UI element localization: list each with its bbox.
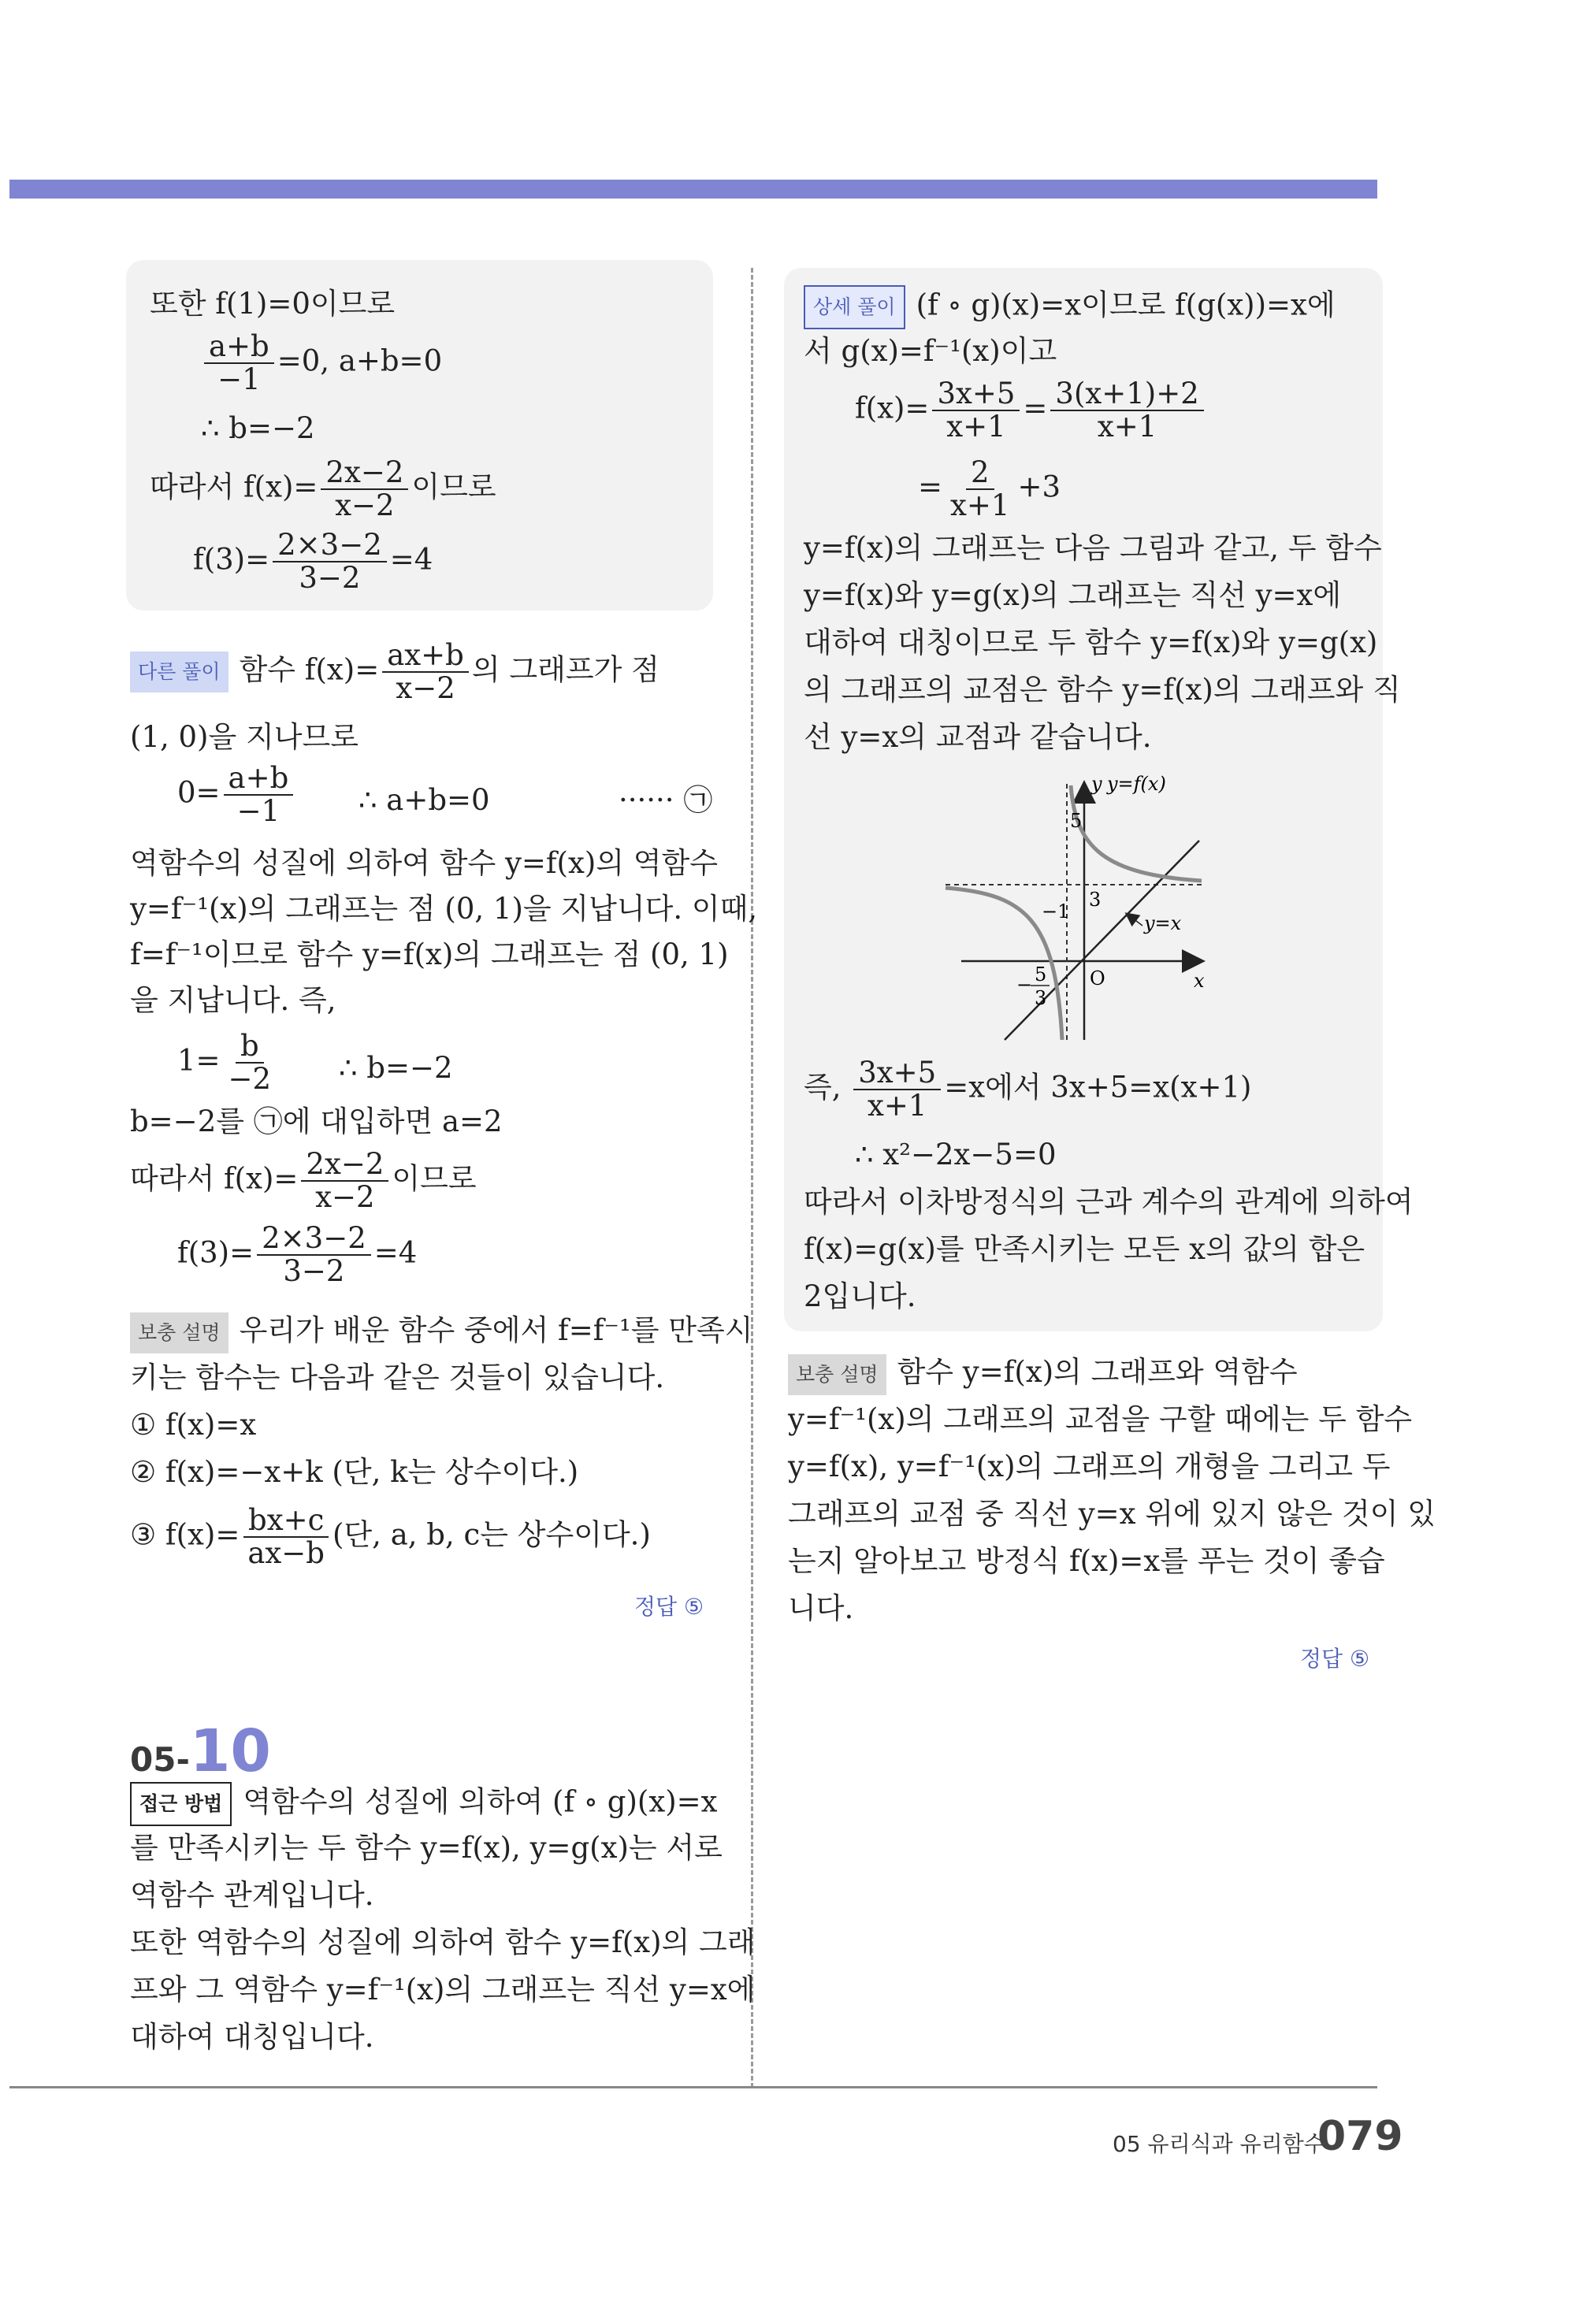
text-line: y=f(x)의 그래프는 다음 그림과 같고, 두 함수 [804,531,1382,565]
text-line: ② f(x)=−x+k (단, k는 상수이다.) [130,1455,579,1489]
text-line: 을 지납니다. 즉, [130,983,336,1017]
line-label: y=x [1144,912,1182,934]
text-line: ∴ b=−2 [339,1051,453,1085]
alt-solution-tag: 다른 풀이 [130,652,228,692]
text-line: ∴ a+b=0 [359,783,490,817]
function-graph [930,768,1261,1052]
equation-line: f(3)= $\frac{2\times 3-2}{3-2}$ =4 [193,528,433,595]
top-accent-bar [9,180,1377,199]
supplement-tag: 보충 설명 [130,1312,228,1353]
tick-label-3: 3 [1089,889,1102,911]
equation-line: 따라서 f(x)= $\frac{2x-2}{x-2}$ 이므로 [150,455,496,522]
fraction: $\frac{2x-2}{x-2}$ [301,1149,388,1213]
supplement-tag: 보충 설명 [788,1354,886,1395]
text-line: 키는 함수는 다음과 같은 것들이 있습니다. [130,1361,665,1394]
x-axis-label: x [1194,970,1205,992]
bottom-rule [9,2086,1377,2088]
y-axis-label: y [1091,773,1102,795]
fraction: $\frac{2x-2}{x-2}$ [321,457,408,522]
text-line: 를 만족시키는 두 함수 y=f(x), y=g(x)는 서로 [130,1831,723,1865]
equation-line: 0= $\frac{a+b}{-1}$ [177,763,296,827]
text-line: y=f(x), y=f⁻¹(x)의 그래프의 개형을 그리고 두 [788,1450,1391,1483]
answer-label: 정답 ⑤ [1300,1646,1370,1672]
text-line: ① f(x)=x [130,1408,257,1442]
chapter-title: 05 유리식과 유리함수 [1113,2131,1325,2157]
text-line: 보충 설명 우리가 배운 함수 중에서 f=f⁻¹를 만족시 [130,1312,753,1353]
curve-label: y=f(x) [1107,773,1166,795]
problem-number: 05-10 [130,1717,271,1785]
equation-line: 따라서 f(x)= $\frac{2x-2}{x-2}$ 이므로 [130,1147,477,1214]
text-line: b=−2를 ㉠에 대입하면 a=2 [130,1104,503,1138]
equation-line: ③ f(x)= $\frac{bx+c}{ax-b}$ (단, a, b, c는 상수이다.) [130,1503,651,1570]
text-line: f(x)=g(x)를 만족시키는 모든 x의 값의 합은 [804,1232,1365,1266]
equation-line: 즉, $\frac{3x+5}{x+1}$ =x에서 3x+5=x(x+1) [804,1056,1252,1123]
text-line: 또한 역함수의 성질에 의하여 함수 y=f(x)의 그래 [130,1925,756,1959]
answer-label: 정답 ⑤ [634,1594,704,1620]
curve-right-branch [1071,785,1202,881]
text-line: 역함수의 성질에 의하여 함수 y=f(x)의 역함수 [130,846,719,880]
text-line: 는지 알아보고 방정식 f(x)=x를 푸는 것이 좋습 [788,1544,1385,1578]
fraction: $\frac{a+b}{-1}$ [204,331,274,395]
annotation-arrow [1127,914,1142,926]
tick-label-minus-sign: − [1016,974,1033,996]
detail-solution-tag: 상세 풀이 [804,285,905,329]
fraction: $\frac{3(x+1)+2}{x+1}$ [1050,378,1203,443]
text-line: 보충 설명 함수 y=f(x)의 그래프와 역함수 [788,1353,1298,1395]
equation-mark: ······ ㉠ [619,783,713,817]
text-line: 또한 f(1)=0이므로 [150,287,396,321]
tick-label-5: 5 [1070,810,1083,832]
tick-label-frac-num: 5 [1035,963,1047,986]
text-line: 의 그래프의 교점은 함수 y=f(x)의 그래프와 직 [804,673,1401,707]
text-line: 프와 그 역함수 y=f⁻¹(x)의 그래프는 직선 y=x에 [130,1973,756,2007]
text-line: 선 y=x의 교점과 같습니다. [804,720,1152,754]
approach-tag: 접근 방법 [130,1782,232,1826]
text-line: 서 g(x)=f⁻¹(x)이고 [804,334,1057,368]
text-line: ∴ b=−2 [201,411,315,445]
page-number: 079 [1317,2113,1403,2160]
tick-label-minus-1: −1 [1042,900,1070,923]
fraction: $\frac{2\times 3-2}{3-2}$ [257,1223,371,1287]
fraction: $\frac{a+b}{-1}$ [224,763,294,827]
text-line: 2입니다. [804,1279,916,1313]
fraction: $\frac{3x+5}{x+1}$ [932,378,1020,443]
text-line: 상세 풀이 (f ∘ g)(x)=x이므로 f(g(x))=x에 [804,285,1336,329]
text-line: 대하여 대칭이므로 두 함수 y=f(x)와 y=g(x) [804,626,1378,659]
text-line: 그래프의 교점 중 직선 y=x 위에 있지 않은 것이 있 [788,1497,1436,1531]
text-line: 접근 방법 역함수의 성질에 의하여 (f ∘ g)(x)=x [130,1782,718,1826]
fraction: $\frac{2}{x+1}$ [950,455,1010,522]
fraction: $\frac{2\times 3-2}{3-2}$ [273,529,387,594]
equation-line: $\frac{a+b}{-1}$ =0, a+b=0 [201,331,442,395]
equation-line: = $\frac{2}{x+1}$ +3 [918,455,1061,522]
fraction: $\frac{ax+b}{x-2}$ [382,640,469,704]
equation-line: f(3)= $\frac{2\times 3-2}{3-2}$ =4 [177,1221,418,1288]
text-line: 대하여 대칭입니다. [130,2020,374,2054]
origin-label: O [1090,967,1105,989]
tick-label-frac-den: 3 [1035,987,1047,1009]
text-line: y=f⁻¹(x)의 그래프는 점 (0, 1)을 지납니다. 이때, [130,892,758,926]
text-line: y=f(x)와 y=g(x)의 그래프는 직선 y=x에 [804,578,1342,612]
column-divider [751,268,753,2088]
line-y-equals-x [1005,841,1199,1040]
text-line: y=f⁻¹(x)의 그래프의 교점을 구할 때에는 두 함수 [788,1402,1413,1436]
text-line: f=f⁻¹이므로 함수 y=f(x)의 그래프는 점 (0, 1) [130,937,729,971]
text-line: ∴ x²−2x−5=0 [855,1138,1057,1171]
text-line: 역함수 관계입니다. [130,1878,374,1912]
text-line: 니다. [788,1591,854,1625]
text-line: (1, 0)을 지나므로 [130,720,359,754]
fraction: $\frac{3x+5}{x+1}$ [853,1057,941,1122]
fraction: $\frac{b}{-2}$ [228,1029,272,1096]
text-line: 따라서 이차방정식의 근과 계수의 관계에 의하여 [804,1185,1414,1219]
fraction: $\frac{bx+c}{ax-b}$ [243,1505,329,1569]
equation-line: f(x)= $\frac{3x+5}{x+1}$ = $\frac{3(x+1)+2}{x+1}$ [855,378,1207,443]
equation-line: 다른 풀이 함수 f(x)= $\frac{ax+b}{x-2}$ 의 그래프가 점 [130,640,659,704]
equation-line: 1= $\frac{b}{-2}$ [177,1030,279,1095]
